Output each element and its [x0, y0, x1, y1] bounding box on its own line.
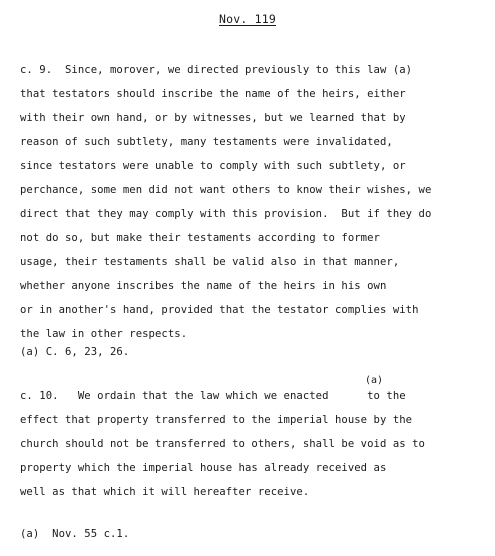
text-line: well as that which it will hereafter receive.: [20, 486, 310, 498]
text-line: usage, their testaments shall be valid also in that manner,: [20, 256, 400, 268]
text-line: perchance, some men did not want others to know their wishes, we: [20, 184, 432, 196]
text-line: direct that they may comply with this provision. But if they do: [20, 208, 432, 220]
text-line: reason of such subtlety, many testaments were invalidated,: [20, 136, 393, 148]
text-line: whether anyone inscribes the name of the heirs in his own: [20, 280, 387, 292]
text-line: that testators should inscribe the name of the heirs, either: [20, 88, 406, 100]
page-title: Nov. 119: [219, 12, 276, 26]
text-line: not do so, but make their testaments according to former: [20, 232, 380, 244]
text-line: church should not be transferred to others, shall be void as to: [20, 438, 425, 450]
page-heading: [0, 12, 495, 26]
text-line: property which the imperial house has already received as: [20, 462, 387, 474]
text-line: since testators were unable to comply with such subtlety, or: [20, 160, 406, 172]
text-line: effect that property transferred to the imperial house by the: [20, 414, 413, 426]
citation-line: (a) C. 6, 23, 26.: [20, 346, 130, 358]
text-line: or in another's hand, provided that the testator complies with: [20, 304, 419, 316]
text-line: c. 9. Since, morover, we directed previously to this law (a): [20, 64, 413, 76]
footnote-marker: (a): [365, 375, 384, 386]
footnote: (a) Nov. 55 c.1.: [20, 528, 130, 540]
text-line: c. 10. We ordain that the law which we enacted to the: [20, 390, 406, 402]
text-line: with their own hand, or by witnesses, but we learned that by: [20, 112, 406, 124]
text-line: the law in other respects.: [20, 328, 188, 340]
